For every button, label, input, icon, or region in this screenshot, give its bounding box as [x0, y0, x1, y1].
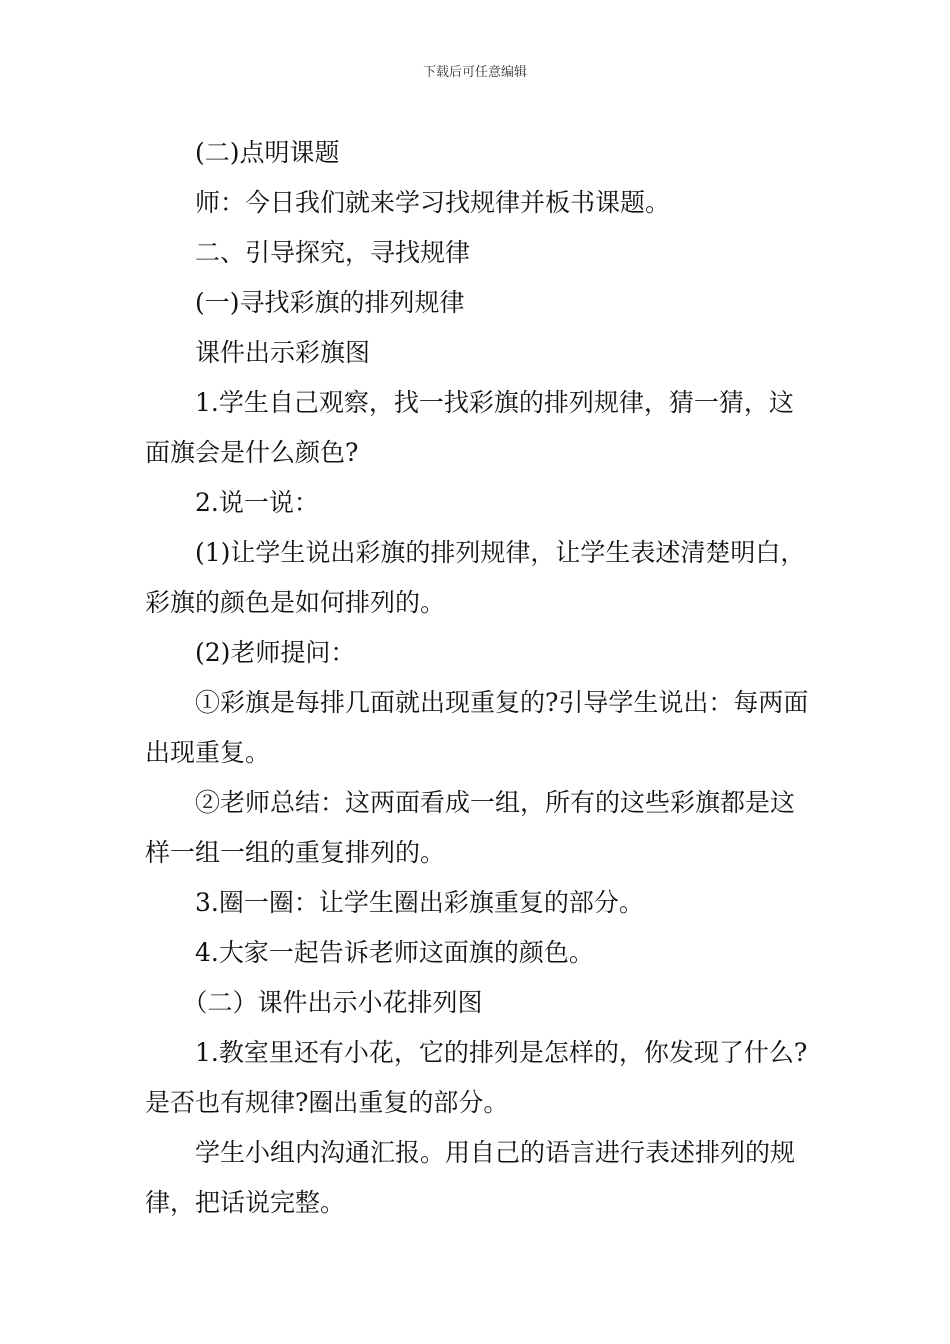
page-header: 下载后可任意编辑	[422, 65, 527, 80]
paragraph-flowers-1: 1.教室里还有小花，它的排列是怎样的，你发现了什么?是否也有规律?圈出重复的部分。	[145, 1038, 808, 1117]
paragraph-teacher-intro: 师：今日我们就来学习找规律并板书课题。	[195, 188, 671, 217]
paragraph-circle-1: ①彩旗是每排几面就出现重复的?引导学生说出：每两面出现重复。	[145, 688, 809, 767]
paragraph-show-flags: 课件出示彩旗图	[195, 338, 371, 367]
paragraph-item-4: 4.大家一起告诉老师这面旗的颜色。	[195, 938, 594, 967]
paragraph-item-2-2: (2)老师提问：	[195, 638, 356, 667]
paragraph-group-report: 学生小组内沟通汇报。用自己的语言进行表述排列的规律，把话说完整。	[145, 1138, 796, 1217]
paragraph-subsection-1: (一)寻找彩旗的排列规律	[195, 288, 465, 317]
paragraph-heading-2: (二)点明课题	[195, 138, 340, 167]
paragraph-section-2: 二、引导探究，寻找规律	[195, 238, 471, 267]
paragraph-item-2-1: (1)让学生说出彩旗的排列规律，让学生表述清楚明白，彩旗的颜色是如何排列的。	[145, 538, 806, 617]
paragraph-subsection-2: （二）课件出示小花排列图	[182, 988, 483, 1017]
paragraph-circle-2: ②老师总结：这两面看成一组，所有的这些彩旗都是这样一组一组的重复排列的。	[145, 788, 796, 867]
document-body	[145, 128, 813, 1228]
paragraph-item-1: 1.学生自己观察，找一找彩旗的排列规律，猜一猜，这面旗会是什么颜色?	[145, 388, 794, 467]
paragraph-item-2: 2.说一说：	[195, 488, 319, 517]
paragraph-item-3: 3.圈一圈：让学生圈出彩旗重复的部分。	[195, 888, 644, 917]
